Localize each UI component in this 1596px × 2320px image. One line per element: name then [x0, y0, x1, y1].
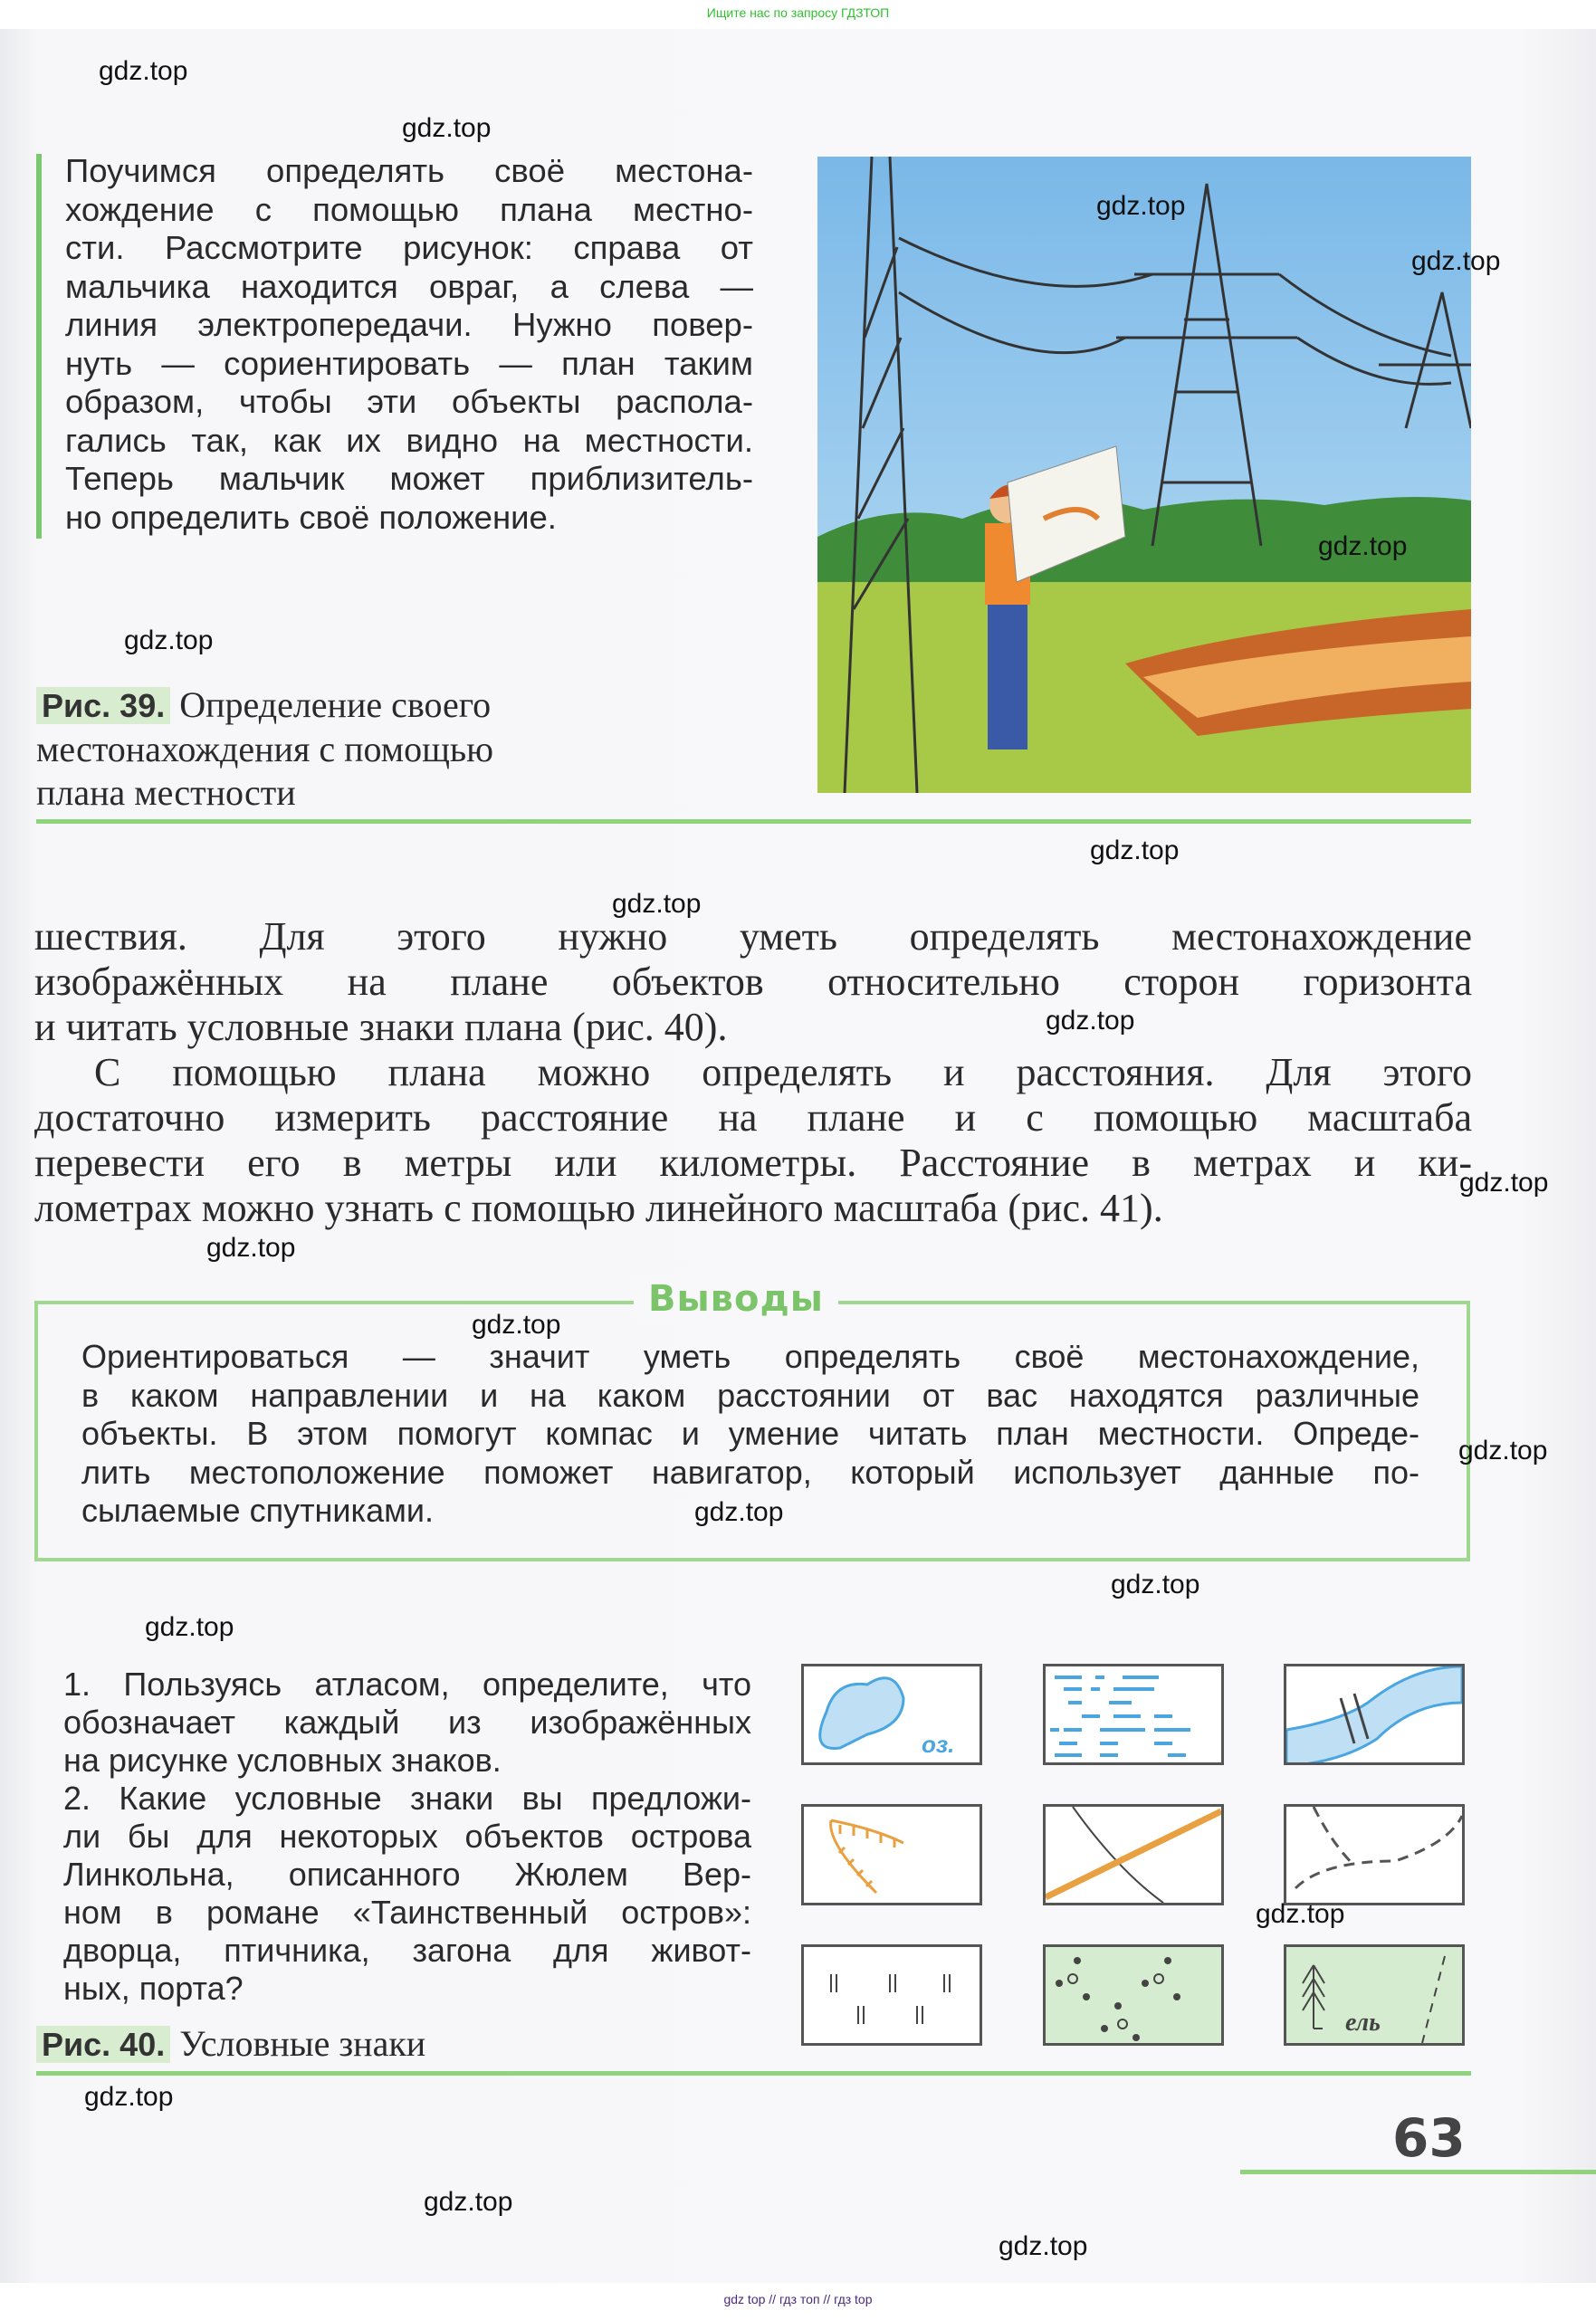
- shrubs-symbol: [1043, 1944, 1224, 2046]
- text-line: Поучимся определять своё местона-: [65, 152, 753, 189]
- text-line: Линкольна, описанного Жюлем Вер-: [63, 1856, 751, 1893]
- swamp-symbol: [1043, 1664, 1224, 1765]
- text-line: 2. Какие условные знаки вы предложи-: [63, 1780, 751, 1817]
- caption-text: Условные знаки: [179, 2023, 426, 2064]
- meadow-symbol: [801, 1944, 982, 2046]
- lake-label: оз.: [922, 1731, 955, 1758]
- text-line: на рисунке условных знаков.: [63, 1742, 502, 1779]
- watermark: gdz.top: [1459, 1168, 1549, 1198]
- text-line: С помощью плана можно определять и расстояния. Для этого: [94, 1050, 1472, 1094]
- text-line: Теперь мальчик может приблизитель-: [65, 460, 753, 497]
- body-text: [34, 914, 1472, 1231]
- text-line: нуть — сориентировать — план таким: [65, 344, 753, 382]
- text-line: хождение с помощью плана местно-: [65, 190, 753, 228]
- watermark: gdz.top: [206, 1233, 296, 1263]
- divider: [1240, 2170, 1596, 2174]
- caption-line: плана местности: [36, 772, 296, 813]
- watermark: gdz.top: [999, 2231, 1088, 2261]
- watermark: gdz.top: [612, 889, 702, 919]
- text-line: гались так, как их видно на местности.: [65, 421, 753, 459]
- watermark: gdz.top: [1046, 1006, 1135, 1036]
- watermark: gdz.top: [84, 2082, 174, 2112]
- watermark: gdz.top: [1111, 1570, 1200, 1599]
- text-line: образом, чтобы эти объекты распола-: [65, 383, 753, 420]
- text-line: линия электропередачи. Нужно повер-: [65, 306, 753, 343]
- watermark: gdz.top: [145, 1612, 234, 1642]
- watermark: gdz.top: [99, 56, 188, 86]
- text-line: Ориентироваться — значит уметь определять своё местонахождение,: [81, 1338, 1419, 1375]
- text-line: сти. Рассмотрите рисунок: справа от: [65, 229, 753, 266]
- text-line: но определить своё положение.: [65, 498, 557, 536]
- watermark: gdz.top: [1318, 531, 1408, 561]
- text-line: и читать условные знаки плана (рис. 40).: [34, 1005, 728, 1049]
- text-line: перевести его в метры или километры. Расстояние в метрах и ки-: [34, 1141, 1472, 1185]
- text-line: объекты. В этом помогут компас и умение читать план местности. Опреде-: [81, 1415, 1419, 1452]
- figure-39-caption: [36, 683, 493, 815]
- ravine-symbol: [801, 1804, 982, 1905]
- text-line: ли бы для некоторых объектов острова: [63, 1818, 751, 1855]
- text-line: изображённых на плане объектов относительно сторон горизонта: [34, 960, 1472, 1004]
- divider: [36, 2071, 1471, 2076]
- watermark: gdz.top: [472, 1310, 561, 1340]
- conclusions-title: Выводы: [634, 1278, 838, 1320]
- lake-symbol: [801, 1664, 982, 1765]
- caption-line: Определение своего: [179, 684, 492, 725]
- text-line: ных, порта?: [63, 1970, 244, 2007]
- caption-line: местонахождения с помощью: [36, 729, 493, 769]
- watermark: gdz.top: [424, 2187, 513, 2217]
- text-line: мальчика находится овраг, а слева —: [65, 267, 753, 305]
- watermark: gdz.top: [1090, 835, 1180, 865]
- watermark: gdz.top: [1411, 246, 1501, 276]
- page-number: 63: [1392, 2107, 1466, 2169]
- intro-paragraph: [65, 152, 753, 537]
- path-symbol: [1284, 1804, 1465, 1905]
- watermark: gdz.top: [1256, 1899, 1345, 1929]
- text-line: обозначает каждый из изображённых: [63, 1704, 751, 1741]
- figure-39-illustration: [817, 157, 1471, 793]
- spruce-forest-symbol: [1284, 1944, 1465, 2046]
- intro-bar: [36, 154, 42, 539]
- river-bridge-symbol: [1284, 1664, 1465, 1765]
- watermark: gdz.top: [402, 113, 492, 143]
- figure-40-label: Рис. 40.: [36, 2026, 170, 2063]
- watermark: gdz.top: [1458, 1436, 1548, 1466]
- text-line: шествия. Для этого нужно уметь определять местонахождение: [34, 914, 1472, 959]
- watermark: gdz.top: [124, 625, 214, 655]
- text-line: лометрах можно узнать с помощью линейного масштаба (рис. 41).: [34, 1186, 1163, 1230]
- footer-links[interactable]: gdz top // гдз топ // гдз top: [723, 2292, 873, 2306]
- watermark: gdz.top: [1096, 191, 1186, 221]
- road-symbol: [1043, 1804, 1224, 1905]
- top-banner[interactable]: Ищите нас по запросу ГДЗТОП: [706, 5, 890, 20]
- divider: [36, 819, 1471, 824]
- figure-40-caption: [36, 2022, 425, 2067]
- figure-39-label: Рис. 39.: [36, 687, 170, 724]
- text-line: дворца, птичника, загона для живот-: [63, 1932, 751, 1969]
- text-line: 1. Пользуясь атласом, определите, что: [63, 1666, 751, 1703]
- text-line: в каком направлении и на каком расстоянии от вас находятся различные: [81, 1376, 1419, 1414]
- watermark: gdz.top: [694, 1497, 784, 1527]
- text-line: ном в романе «Таинственный остров»:: [63, 1894, 751, 1931]
- spruce-label: ель: [1345, 2009, 1381, 2037]
- text-line: лить местоположение поможет навигатор, который использует данные по-: [81, 1453, 1419, 1491]
- text-line: сылаемые спутниками.: [81, 1492, 434, 1529]
- tasks-text: [63, 1666, 751, 2008]
- text-line: достаточно измерить расстояние на плане и с помощью масштаба: [34, 1095, 1472, 1140]
